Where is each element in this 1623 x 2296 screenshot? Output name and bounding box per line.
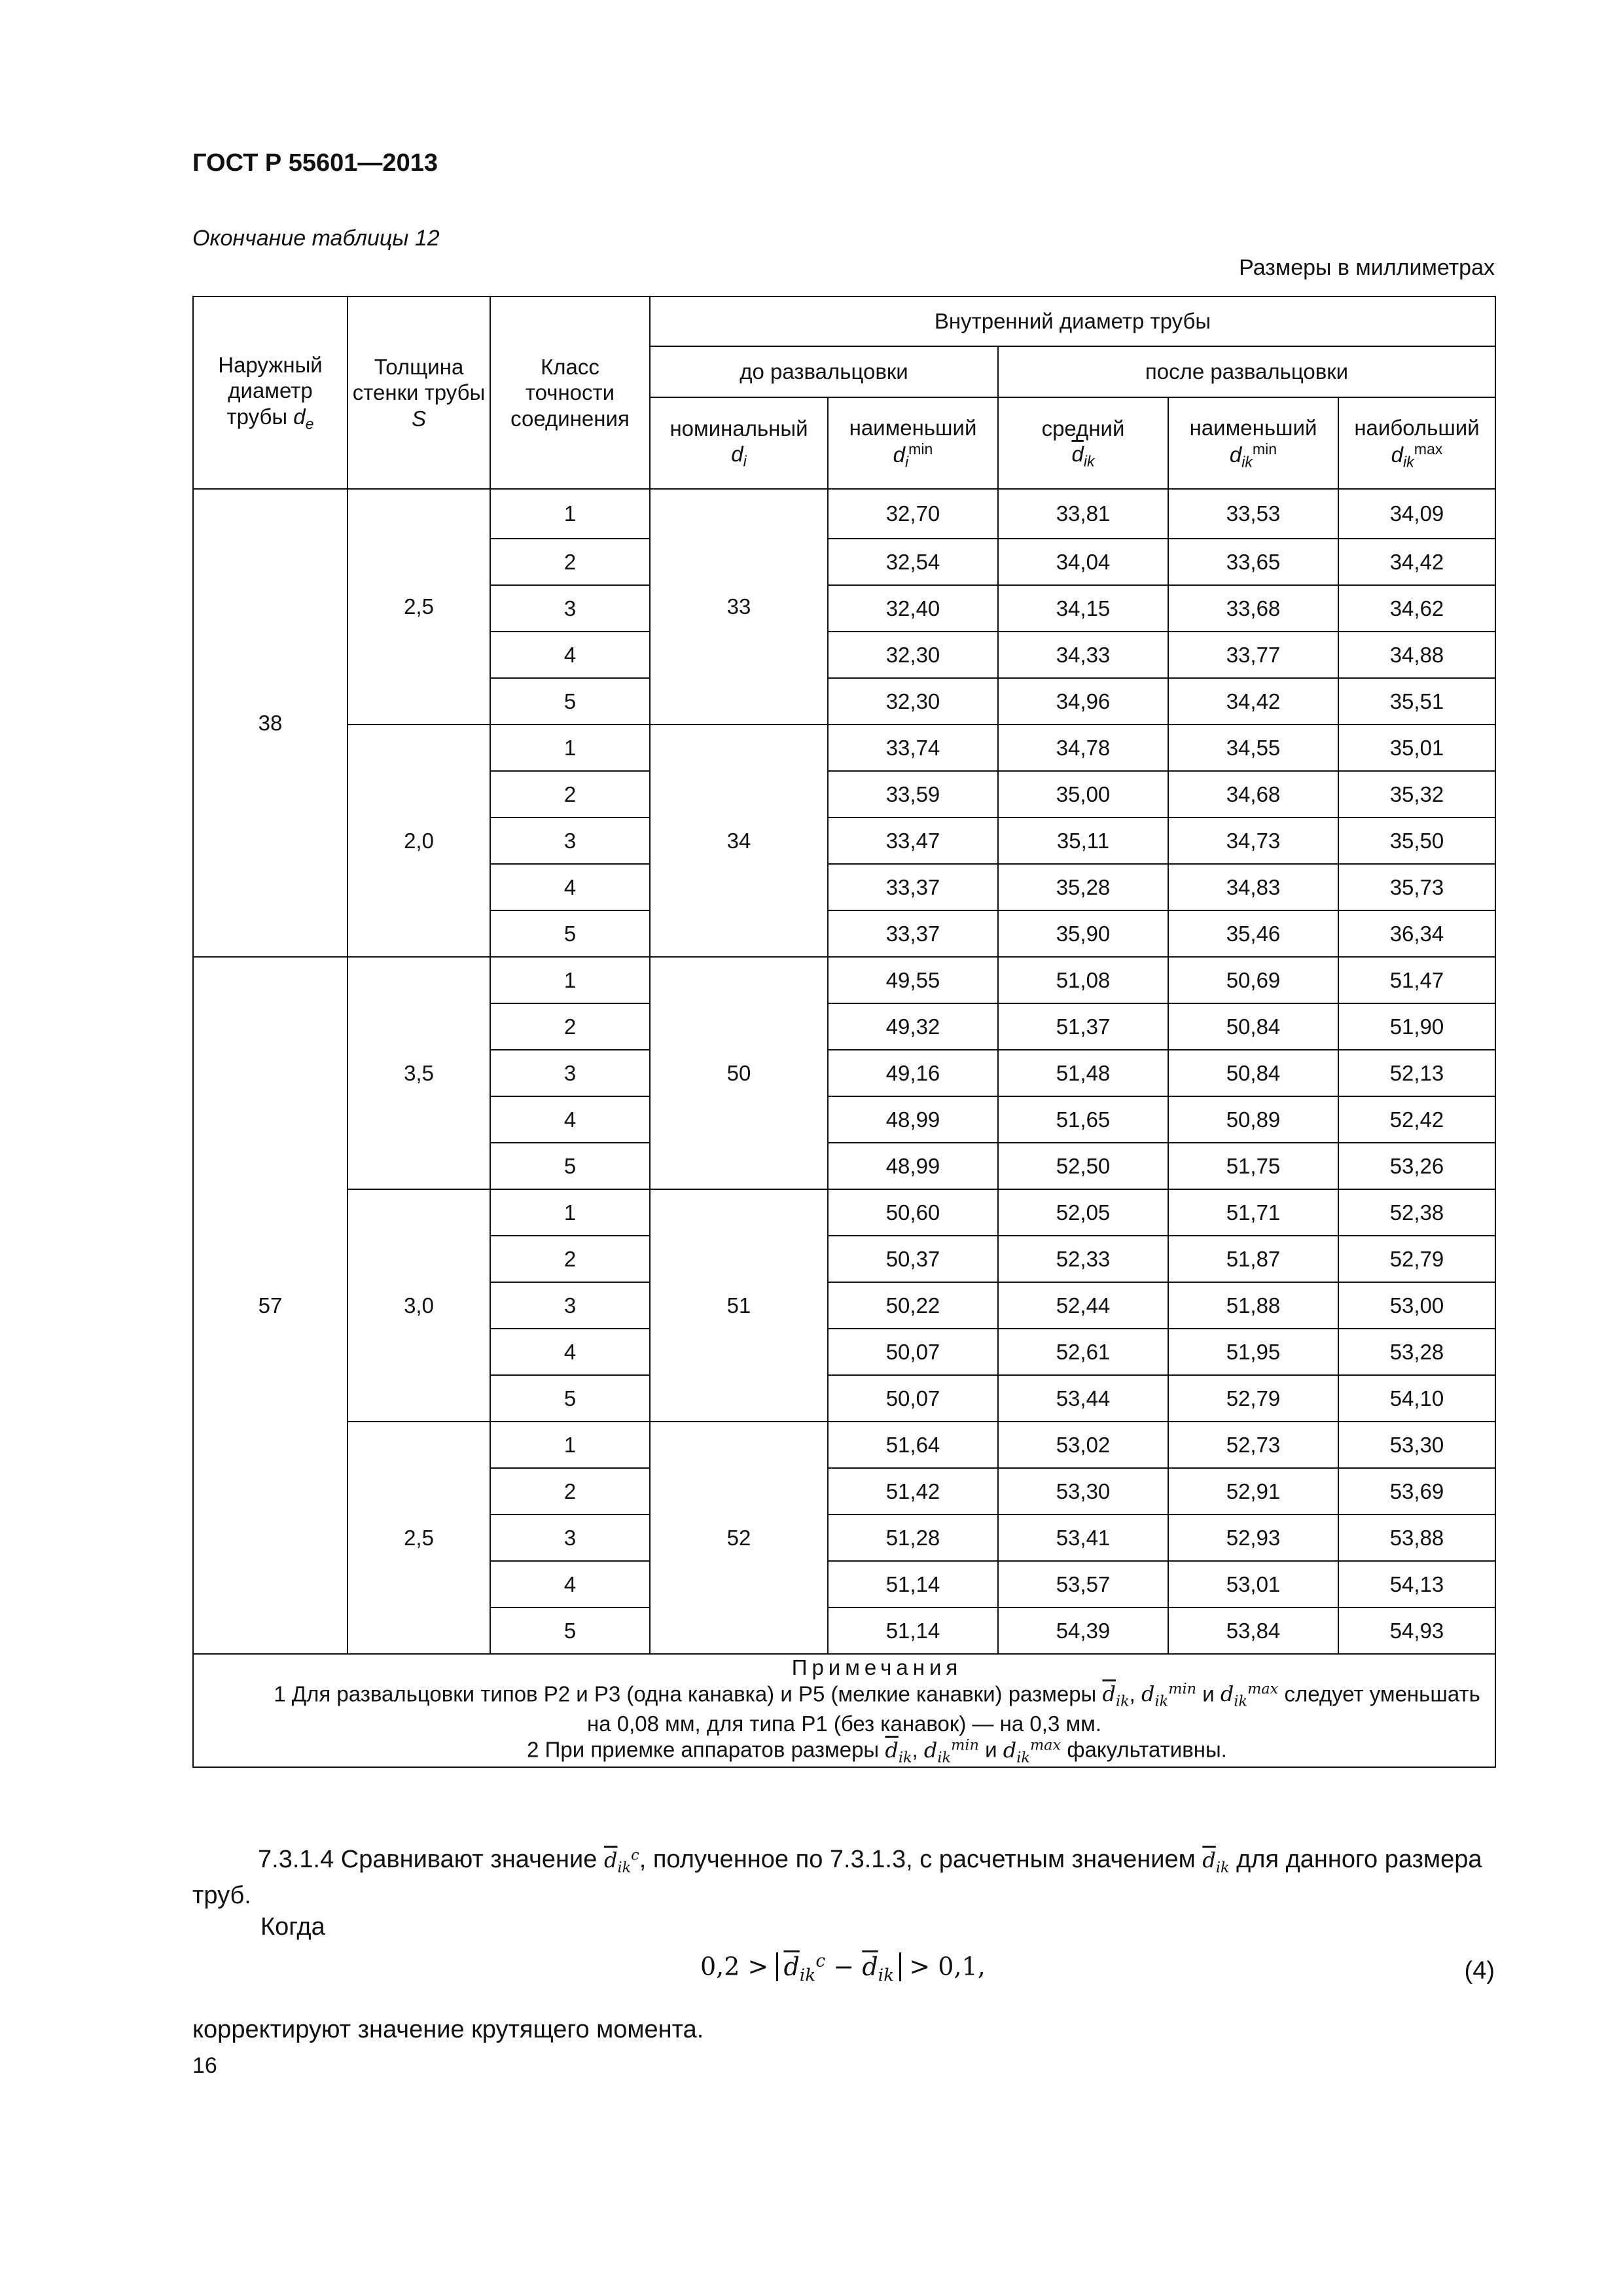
header-after-expansion: после развальцовки	[998, 346, 1495, 397]
table-row	[193, 489, 1495, 539]
cell-min-after: 34,83	[1168, 864, 1338, 910]
cell-average: 52,50	[998, 1143, 1168, 1189]
cell-min-after: 50,69	[1168, 957, 1338, 1003]
cell-min-after: 33,77	[1168, 632, 1338, 678]
cell-average: 53,44	[998, 1375, 1168, 1422]
cell-max-after: 52,42	[1338, 1096, 1495, 1143]
cell-class: 5	[490, 1375, 650, 1422]
table-continuation-caption: Окончание таблицы 12	[192, 226, 440, 251]
cell-dmin-before: 33,59	[828, 771, 998, 817]
cell-class: 3	[490, 1515, 650, 1561]
header-inner-diameter: Внутренний диаметр трубы	[650, 296, 1495, 346]
cell-max-after: 34,88	[1338, 632, 1495, 678]
cell-average: 35,11	[998, 817, 1168, 864]
cell-dmin-before: 50,37	[828, 1236, 998, 1282]
cell-min-after: 50,84	[1168, 1003, 1338, 1050]
cell-max-after: 34,62	[1338, 585, 1495, 632]
table-units-caption: Размеры в миллиметрах	[1239, 255, 1495, 280]
cell-class: 1	[490, 1422, 650, 1468]
cell-nominal: 33	[650, 489, 828, 725]
cell-dmin-before: 50,07	[828, 1375, 998, 1422]
cell-min-after: 34,68	[1168, 771, 1338, 817]
paragraph-torque: корректируют значение крутящего момента.	[192, 2016, 704, 2043]
header-nominal: номинальный $d_i$	[650, 397, 828, 489]
cell-class: 3	[490, 585, 650, 632]
cell-class: 4	[490, 1329, 650, 1375]
cell-nominal: 34	[650, 725, 828, 957]
dimensions-table	[192, 296, 1496, 1768]
cell-class: 1	[490, 725, 650, 771]
cell-min-after: 34,55	[1168, 725, 1338, 771]
cell-max-after: 53,30	[1338, 1422, 1495, 1468]
cell-average: 34,15	[998, 585, 1168, 632]
cell-max-after: 53,69	[1338, 1468, 1495, 1515]
cell-average: 53,41	[998, 1515, 1168, 1561]
cell-outer-diameter: 38	[193, 489, 348, 957]
cell-dmin-before: 51,42	[828, 1468, 998, 1515]
paragraph-when: Когда	[260, 1913, 325, 1941]
cell-max-after: 53,00	[1338, 1282, 1495, 1329]
cell-min-after: 51,88	[1168, 1282, 1338, 1329]
cell-class: 4	[490, 864, 650, 910]
cell-dmin-before: 32,30	[828, 632, 998, 678]
cell-average: 53,30	[998, 1468, 1168, 1515]
header-largest: наибольший $d_{ik}^{max}$	[1338, 397, 1495, 489]
cell-average: 51,37	[998, 1003, 1168, 1050]
cell-max-after: 35,32	[1338, 771, 1495, 817]
cell-dmin-before: 48,99	[828, 1143, 998, 1189]
cell-min-after: 53,84	[1168, 1607, 1338, 1654]
cell-average: 52,05	[998, 1189, 1168, 1236]
cell-max-after: 51,47	[1338, 957, 1495, 1003]
page-number: 16	[192, 2053, 217, 2078]
cell-min-after: 52,91	[1168, 1468, 1338, 1515]
cell-average: 51,08	[998, 957, 1168, 1003]
cell-dmin-before: 50,07	[828, 1329, 998, 1375]
cell-dmin-before: 32,54	[828, 539, 998, 585]
cell-dmin-before: 33,47	[828, 817, 998, 864]
cell-dmin-before: 32,70	[828, 489, 998, 539]
cell-class: 2	[490, 771, 650, 817]
cell-max-after: 53,28	[1338, 1329, 1495, 1375]
cell-class: 2	[490, 1468, 650, 1515]
cell-min-after: 50,89	[1168, 1096, 1338, 1143]
cell-dmin-before: 50,22	[828, 1282, 998, 1329]
standard-designation: ГОСТ Р 55601—2013	[192, 149, 438, 177]
cell-max-after: 34,42	[1338, 539, 1495, 585]
cell-max-after: 35,51	[1338, 678, 1495, 725]
cell-average: 34,96	[998, 678, 1168, 725]
cell-dmin-before: 51,64	[828, 1422, 998, 1468]
cell-min-after: 33,65	[1168, 539, 1338, 585]
cell-max-after: 53,88	[1338, 1515, 1495, 1561]
cell-average: 52,44	[998, 1282, 1168, 1329]
cell-class: 2	[490, 1236, 650, 1282]
cell-dmin-before: 51,14	[828, 1561, 998, 1607]
cell-class: 5	[490, 1607, 650, 1654]
cell-dmin-before: 33,37	[828, 910, 998, 957]
cell-average: 35,90	[998, 910, 1168, 957]
header-before-expansion: до развальцовки	[650, 346, 998, 397]
cell-min-after: 50,84	[1168, 1050, 1338, 1096]
cell-class: 1	[490, 489, 650, 539]
cell-min-after: 51,71	[1168, 1189, 1338, 1236]
cell-dmin-before: 49,32	[828, 1003, 998, 1050]
table-notes	[193, 1654, 1495, 1767]
table-body	[193, 489, 1495, 1654]
cell-average: 52,33	[998, 1236, 1168, 1282]
cell-min-after: 51,95	[1168, 1329, 1338, 1375]
cell-average: 51,65	[998, 1096, 1168, 1143]
cell-min-after: 33,68	[1168, 585, 1338, 632]
cell-dmin-before: 48,99	[828, 1096, 998, 1143]
cell-min-after: 34,73	[1168, 817, 1338, 864]
cell-dmin-before: 49,16	[828, 1050, 998, 1096]
cell-class: 4	[490, 632, 650, 678]
cell-wall-thickness: 2,5	[348, 489, 490, 725]
header-joint-class: Класс точности соединения	[490, 296, 650, 489]
cell-average: 52,61	[998, 1329, 1168, 1375]
cell-average: 34,04	[998, 539, 1168, 585]
cell-average: 35,28	[998, 864, 1168, 910]
cell-min-after: 52,93	[1168, 1515, 1338, 1561]
cell-average: 34,33	[998, 632, 1168, 678]
cell-min-after: 52,73	[1168, 1422, 1338, 1468]
cell-outer-diameter: 57	[193, 957, 348, 1654]
cell-min-after: 34,42	[1168, 678, 1338, 725]
cell-max-after: 54,10	[1338, 1375, 1495, 1422]
note-2: 2 При приемке аппаратов размеры $\overline{d}_{ik}$, $d_{ik}^{min}$ и $d_{ik}^{max}$ факультативны.	[527, 1736, 1227, 1767]
header-outer-diameter: Наружный диаметр трубы $d_e$	[193, 296, 348, 489]
cell-max-after: 52,79	[1338, 1236, 1495, 1282]
cell-dmin-before: 33,37	[828, 864, 998, 910]
cell-average: 53,57	[998, 1561, 1168, 1607]
cell-average: 33,81	[998, 489, 1168, 539]
cell-max-after: 52,13	[1338, 1050, 1495, 1096]
cell-max-after: 54,13	[1338, 1561, 1495, 1607]
cell-class: 4	[490, 1096, 650, 1143]
cell-max-after: 51,90	[1338, 1003, 1495, 1050]
cell-average: 51,48	[998, 1050, 1168, 1096]
cell-dmin-before: 49,55	[828, 957, 998, 1003]
cell-max-after: 35,73	[1338, 864, 1495, 910]
cell-nominal: 50	[650, 957, 828, 1189]
header-smallest-before: наименьший $d_i^{min}$	[828, 397, 998, 489]
equation-number: (4)	[1464, 1957, 1495, 1984]
cell-nominal: 51	[650, 1189, 828, 1422]
cell-class: 5	[490, 910, 650, 957]
cell-class: 3	[490, 1282, 650, 1329]
formula-4: $0,2 > \overline{d}_{ik}^c - \overline{d}_{ik} > 0,1$,	[700, 1950, 986, 1986]
note-1: 1 Для развальцовки типов Р2 и Р3 (одна канавка) и Р5 (мелкие канавки) размеры $\overline{d}_{ik}$, $d_{ik}^{min}$ и $d_{ik}^{max}$ следует уменьшать на 0,08 мм, для типа Р1 (без канавок) — на 0,3 мм.	[274, 1680, 1480, 1736]
notes-title: Примечания	[791, 1655, 963, 1679]
cell-dmin-before: 51,28	[828, 1515, 998, 1561]
cell-min-after: 35,46	[1168, 910, 1338, 957]
cell-average: 35,00	[998, 771, 1168, 817]
cell-min-after: 51,75	[1168, 1143, 1338, 1189]
cell-max-after: 52,38	[1338, 1189, 1495, 1236]
cell-min-after: 52,79	[1168, 1375, 1338, 1422]
cell-nominal: 52	[650, 1422, 828, 1654]
cell-average: 34,78	[998, 725, 1168, 771]
cell-class: 2	[490, 1003, 650, 1050]
cell-class: 5	[490, 1143, 650, 1189]
cell-class: 3	[490, 1050, 650, 1096]
cell-wall-thickness: 2,0	[348, 725, 490, 957]
cell-class: 2	[490, 539, 650, 585]
cell-min-after: 51,87	[1168, 1236, 1338, 1282]
cell-class: 3	[490, 817, 650, 864]
cell-average: 54,39	[998, 1607, 1168, 1654]
cell-wall-thickness: 3,5	[348, 957, 490, 1189]
table-row	[193, 1422, 1495, 1468]
cell-average: 53,02	[998, 1422, 1168, 1468]
cell-dmin-before: 32,30	[828, 678, 998, 725]
cell-class: 5	[490, 678, 650, 725]
cell-dmin-before: 33,74	[828, 725, 998, 771]
cell-dmin-before: 50,60	[828, 1189, 998, 1236]
cell-dmin-before: 51,14	[828, 1607, 998, 1654]
cell-max-after: 54,93	[1338, 1607, 1495, 1654]
cell-wall-thickness: 3,0	[348, 1189, 490, 1422]
header-average: средний $\overline{d}_{ik}$	[998, 397, 1168, 489]
header-wall-thickness: Толщина стенки трубы S	[348, 296, 490, 489]
cell-max-after: 34,09	[1338, 489, 1495, 539]
header-smallest-after: наименьший $d_{ik}^{min}$	[1168, 397, 1338, 489]
cell-class: 4	[490, 1561, 650, 1607]
cell-dmin-before: 32,40	[828, 585, 998, 632]
cell-class: 1	[490, 957, 650, 1003]
cell-wall-thickness: 2,5	[348, 1422, 490, 1654]
table-row	[193, 957, 1495, 1003]
paragraph-7-3-1-4: 7.3.1.4 Сравнивают значение $\overline{d}_{ik}^c$, полученное по 7.3.1.3, с расчетным значением $\overline{d}_{ik}$ для данного размера труб.	[192, 1846, 1482, 1909]
cell-min-after: 53,01	[1168, 1561, 1338, 1607]
cell-max-after: 53,26	[1338, 1143, 1495, 1189]
cell-class: 1	[490, 1189, 650, 1236]
table-row	[193, 1189, 1495, 1236]
cell-max-after: 35,01	[1338, 725, 1495, 771]
cell-min-after: 33,53	[1168, 489, 1338, 539]
cell-max-after: 36,34	[1338, 910, 1495, 957]
table-row	[193, 725, 1495, 771]
cell-max-after: 35,50	[1338, 817, 1495, 864]
